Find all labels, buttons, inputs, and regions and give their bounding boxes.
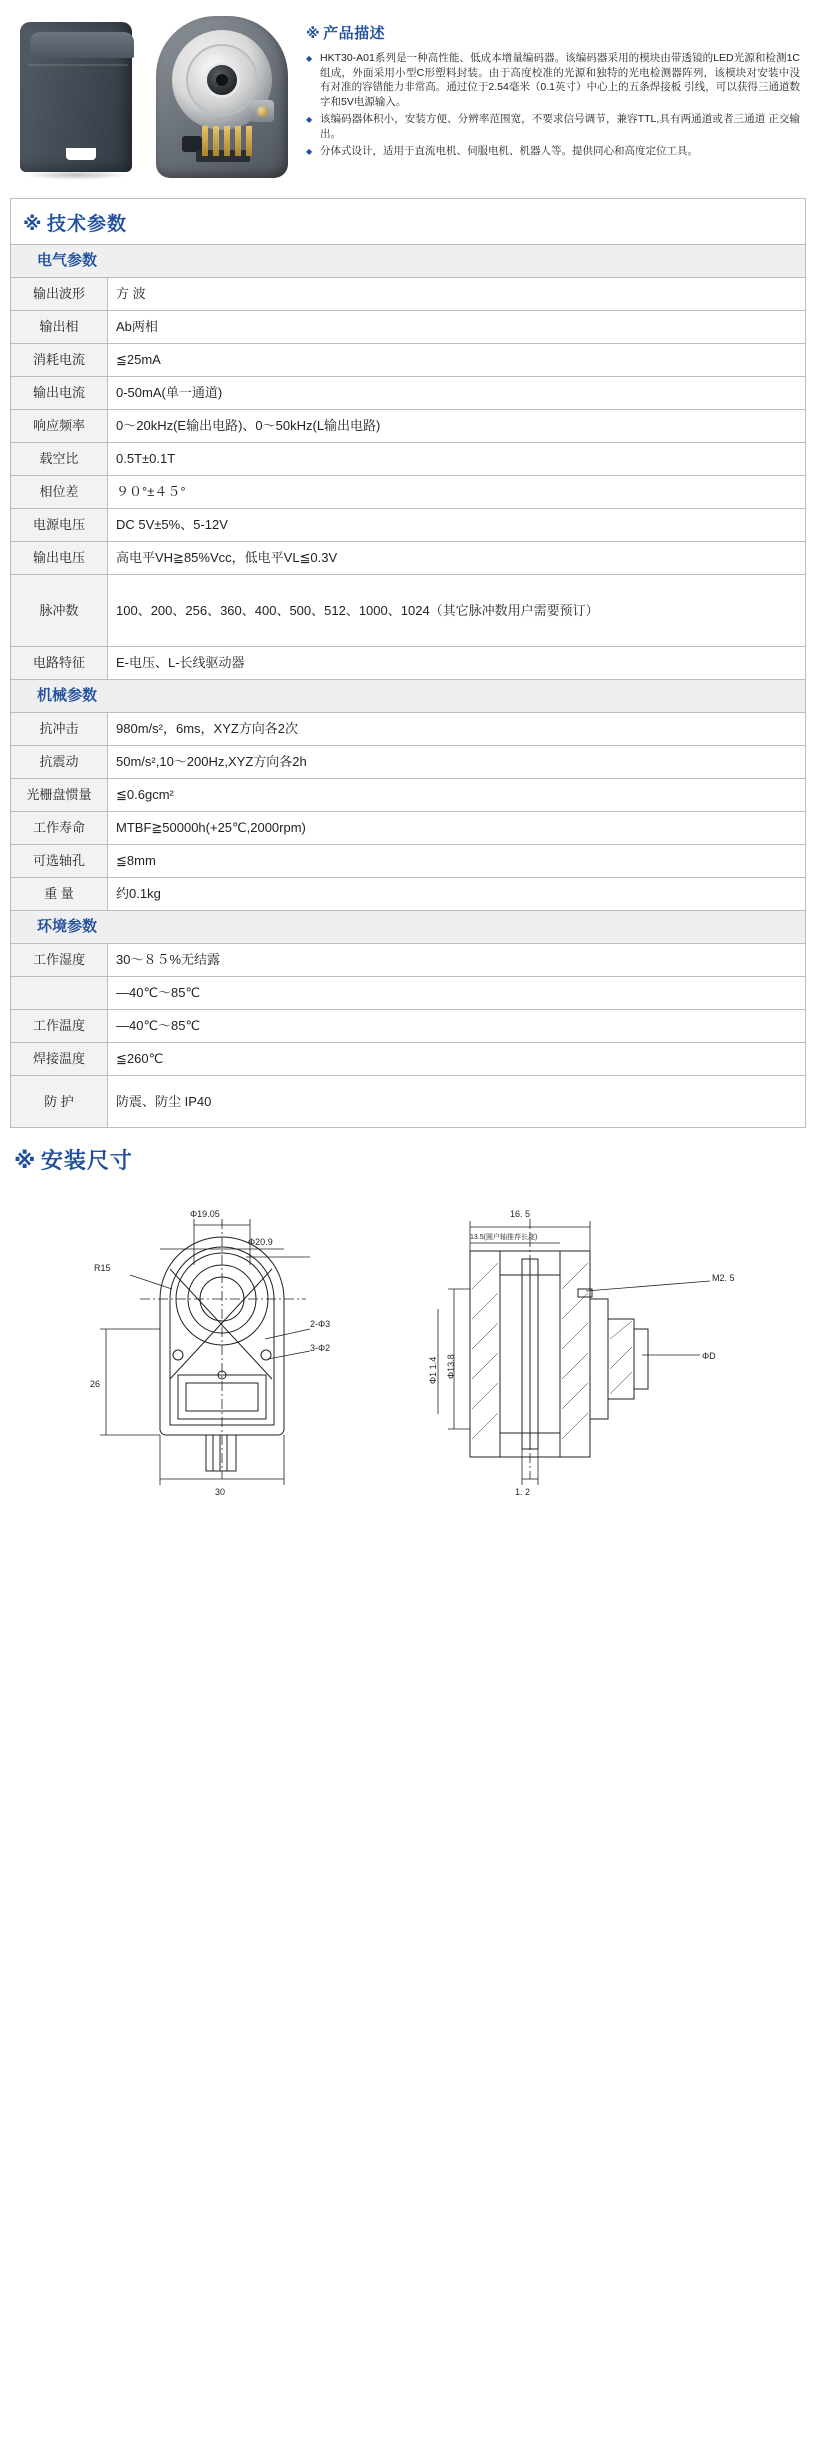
table-group-row (11, 245, 806, 278)
row-label: 抗冲击 (11, 713, 108, 746)
top-section (0, 0, 816, 192)
section-view-drawing (410, 1179, 806, 1499)
table-row (11, 845, 806, 878)
row-label: 焊接温度 (11, 1043, 108, 1076)
row-label: 消耗电流 (11, 344, 108, 377)
encoder-body-shape (156, 16, 288, 178)
encoder-screw (257, 106, 268, 117)
encoder-body-photo (152, 8, 292, 188)
row-value: 980m/s²，6ms，XYZ方向各2次 (108, 713, 806, 746)
row-label: 脉冲数 (11, 575, 108, 647)
product-description-list (306, 51, 800, 159)
group-label: 机械参数 (11, 680, 806, 713)
row-label: 电源电压 (11, 509, 108, 542)
row-value: E-电压、L-长线驱动器 (108, 647, 806, 680)
table-row (11, 542, 806, 575)
encoder-pin (224, 126, 230, 156)
row-value: 方 波 (108, 278, 806, 311)
row-value: 防震、防尘 IP40 (108, 1076, 806, 1128)
table-row (11, 713, 806, 746)
encoder-pin (235, 126, 241, 156)
table-group-row (11, 680, 806, 713)
list-item: ◆ 该编码器体积小，安装方便、分辨率范围宽，不要求信号调节，兼容TTL,具有两通道或者三通道 正交输出。 (306, 112, 800, 141)
row-label: 输出电压 (11, 542, 108, 575)
row-label: 响应频率 (11, 410, 108, 443)
encoder-pin (202, 126, 208, 156)
table-group-row (11, 911, 806, 944)
list-item: ◆ 分体式设计，适用于直流电机、伺服电机、机器人等。提供同心和高度定位工具。 (306, 144, 800, 159)
product-description-title (306, 22, 800, 43)
tech-params-section (10, 198, 806, 1128)
product-photos (10, 8, 300, 188)
row-value: ≦260℃ (108, 1043, 806, 1076)
row-value: DC 5V±5%、5-12V (108, 509, 806, 542)
table-row (11, 812, 806, 845)
table-row (11, 647, 806, 680)
row-value: ≦25mA (108, 344, 806, 377)
cover-body-shape (20, 22, 132, 172)
row-value: ９０°±４５° (108, 476, 806, 509)
row-label: 重 量 (11, 878, 108, 911)
row-value: 30〜８５%无结露 (108, 944, 806, 977)
table-row (11, 443, 806, 476)
dim-label-d138: Φ13.8 (446, 1354, 456, 1379)
section-view-svg (410, 1179, 790, 1499)
dim-label-top: 16. 5 (510, 1209, 531, 1219)
table-row (11, 944, 806, 977)
row-label: 相位差 (11, 476, 108, 509)
row-value: MTBF≧50000h(+25℃,2000rpm) (108, 812, 806, 845)
cover-notch-shape (66, 148, 96, 160)
dimensions-title: 安装尺寸 (40, 1148, 133, 1173)
dim-label-h26: 26 (90, 1379, 101, 1389)
table-row (11, 878, 806, 911)
star-icon: ※ (306, 25, 321, 41)
row-value: 约0.1kg (108, 878, 806, 911)
row-value: 0〜20kHz(E输出电路)、0〜50kHz(L输出电路) (108, 410, 806, 443)
tech-params-title: 技术参数 (46, 214, 127, 235)
row-label: 输出电流 (11, 377, 108, 410)
row-value: 高电平VH≧85%Vcc，低电平VL≦0.3V (108, 542, 806, 575)
row-label: 光栅盘惯量 (11, 779, 108, 812)
dim-label-w30: 30 (215, 1487, 226, 1497)
dim-label-m25: M2. 5 (712, 1273, 735, 1283)
row-value: ≦8mm (108, 845, 806, 878)
encoder-pins (202, 126, 252, 156)
table-row (11, 311, 806, 344)
table-row (11, 1043, 806, 1076)
tech-params-star: ※ (23, 214, 43, 235)
dimensions-star: ※ (14, 1148, 37, 1173)
table-row (11, 476, 806, 509)
row-value: 100、200、256、360、400、500、512、1000、1024（其它脉冲数用户需要预订） (108, 575, 806, 647)
encoder-pin (246, 126, 252, 156)
row-label: 防 护 (11, 1076, 108, 1128)
table-row (11, 1076, 806, 1128)
table-row (11, 344, 806, 377)
row-label: 工作寿命 (11, 812, 108, 845)
cover-seam-shape (28, 64, 128, 66)
row-value: Ab两相 (108, 311, 806, 344)
tech-params-table (10, 244, 806, 1128)
table-row (11, 377, 806, 410)
row-value: —40℃〜85℃ (108, 1010, 806, 1043)
tech-params-header (10, 198, 806, 244)
encoder-pin (213, 126, 219, 156)
table-row (11, 746, 806, 779)
encoder-shaft-hole (216, 74, 228, 86)
encoder-cover-photo (14, 8, 144, 188)
row-label: 可选轴孔 (11, 845, 108, 878)
cover-shadow (24, 170, 128, 180)
row-label: 电路特征 (11, 647, 108, 680)
row-value: —40℃〜85℃ (108, 977, 806, 1010)
row-label (11, 977, 108, 1010)
dimension-drawings (10, 1179, 806, 1499)
row-label: 工作湿度 (11, 944, 108, 977)
row-value: 50m/s²,10〜200Hz,XYZ方向各2h (108, 746, 806, 779)
row-value: 0.5T±0.1T (108, 443, 806, 476)
product-description-block (306, 8, 806, 162)
row-label: 输出波形 (11, 278, 108, 311)
dim-label-bottom: 1. 2 (515, 1487, 531, 1497)
row-label: 工作温度 (11, 1010, 108, 1043)
product-description-title-text: 产品描述 (323, 25, 386, 42)
dim-label-note: 13.5(圆户轴推荐长度) (470, 1234, 538, 1241)
row-value: ≦0.6gcm² (108, 779, 806, 812)
dim-label-holes1: 2-Φ3 (310, 1319, 331, 1329)
dim-label-r15: R15 (94, 1263, 111, 1273)
dim-label-dD: ΦD (702, 1351, 716, 1361)
dim-label-d1: Φ19.05 (190, 1209, 220, 1219)
table-row (11, 278, 806, 311)
front-view-drawing (10, 1179, 400, 1499)
group-label: 电气参数 (11, 245, 806, 278)
list-item: ◆ HKT30-A01系列是一种高性能、低成本增量编码器。该编码器采用的模块由带透镜的LED光源和检测1C组成，外面采用小型C形塑料封装。由于高度校准的光源和独特的光电检测器阵列，该模块对安装中没有对准的容错能力非常高。通过位于2.54毫米（0.1英寸）中心上的五条焊接板 引线，可以获得三通道数字和5V电源输入。 (306, 51, 800, 109)
table-row (11, 410, 806, 443)
table-row (11, 509, 806, 542)
row-label: 抗震动 (11, 746, 108, 779)
row-label: 输出相 (11, 311, 108, 344)
table-row (11, 779, 806, 812)
dim-label-d114: Φ1 1.4 (428, 1356, 438, 1384)
table-row (11, 575, 806, 647)
front-view-svg (10, 1179, 400, 1499)
dim-label-holes2: 3-Φ2 (310, 1343, 331, 1353)
table-row (11, 977, 806, 1010)
table-row (11, 1010, 806, 1043)
row-value: 0-50mA(单一通道) (108, 377, 806, 410)
group-label: 环境参数 (11, 911, 806, 944)
row-label: 载空比 (11, 443, 108, 476)
cover-top-shape (30, 32, 134, 58)
dim-label-d2: Φ20.9 (248, 1237, 273, 1247)
dimensions-header (14, 1144, 806, 1175)
